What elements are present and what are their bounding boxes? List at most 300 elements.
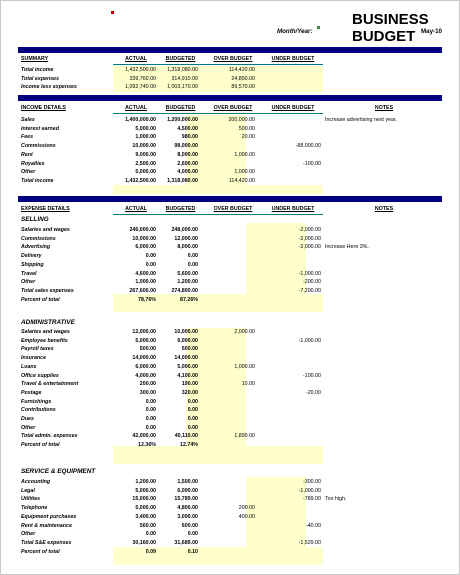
- table-row: [18, 513, 442, 522]
- actual-cell[interactable]: 4,600.00: [135, 270, 156, 277]
- actual-cell[interactable]: 9,000.00: [135, 151, 156, 158]
- budgeted-cell[interactable]: 1,200,000.00: [167, 117, 198, 123]
- over-budget-cell[interactable]: 114,420.00: [228, 177, 255, 184]
- actual-cell[interactable]: 5,000.00: [135, 505, 156, 512]
- budgeted-cell[interactable]: 31,689.00: [174, 539, 198, 546]
- over-budget-cell[interactable]: 114,420.00: [228, 67, 255, 73]
- under-budget-cell[interactable]: [263, 177, 321, 186]
- budgeted-cell[interactable]: 3,000.00: [177, 513, 198, 520]
- page-title: BUSINESS BUDGET: [352, 11, 429, 45]
- row-label: Total expenses: [21, 75, 60, 82]
- over-budget-cell[interactable]: [203, 389, 255, 398]
- notes-cell[interactable]: [323, 278, 443, 287]
- notes-cell[interactable]: [323, 415, 443, 424]
- over-budget-cell[interactable]: 200,000.00: [228, 117, 255, 123]
- budgeted-cell[interactable]: 5,600.00: [177, 270, 198, 277]
- actual-cell[interactable]: 10,000.00: [132, 235, 156, 242]
- row-label: Accounting: [21, 479, 51, 485]
- under-budget-cell[interactable]: [263, 380, 321, 389]
- table-row: [18, 380, 442, 389]
- red-cell-marker: [111, 11, 114, 14]
- notes-cell[interactable]: [323, 66, 443, 75]
- row-label: Telephone: [21, 505, 48, 512]
- under-budget-cell[interactable]: [263, 296, 321, 305]
- budgeted-cell[interactable]: 274,800.00: [171, 287, 198, 294]
- actual-cell[interactable]: 78.76%: [138, 296, 156, 303]
- actual-cell[interactable]: 1,432,500.00: [125, 177, 156, 184]
- over-budget-cell[interactable]: 1,000.00: [234, 363, 255, 370]
- actual-cell[interactable]: 30,160.00: [132, 539, 156, 546]
- budgeted-cell[interactable]: 40,110.00: [174, 433, 198, 440]
- table-row: [18, 487, 442, 496]
- over-budget-cell[interactable]: [203, 235, 255, 244]
- notes-cell[interactable]: [323, 226, 443, 235]
- under-budget-cell[interactable]: [263, 424, 321, 433]
- over-budget-cell[interactable]: 1,000.00: [234, 151, 255, 158]
- notes-cell[interactable]: [323, 389, 443, 398]
- notes-cell[interactable]: [323, 522, 443, 531]
- budgeted-cell[interactable]: 600.00: [181, 522, 198, 529]
- notes-cell[interactable]: [323, 83, 443, 92]
- row-label: Utilities: [21, 496, 41, 503]
- under-budget-cell[interactable]: [263, 83, 321, 92]
- actual-cell[interactable]: 5,000.00: [135, 487, 156, 494]
- month-year-input[interactable]: [317, 27, 401, 36]
- table-row: [18, 389, 442, 398]
- table-row: [18, 539, 442, 548]
- notes-cell[interactable]: Increase advertising next year.: [325, 117, 397, 123]
- table-row: [18, 398, 442, 407]
- over-budget-cell[interactable]: 2,000.00: [234, 329, 255, 335]
- actual-cell[interactable]: 15,000.00: [132, 496, 156, 503]
- under-budget-cell[interactable]: -88,000.00: [295, 143, 321, 150]
- row-label: Other: [21, 424, 36, 431]
- expense-header-row: [18, 205, 442, 214]
- notes-cell[interactable]: [323, 513, 443, 522]
- actual-cell[interactable]: 4,000.00: [135, 372, 156, 379]
- actual-cell[interactable]: 0.00: [145, 531, 156, 538]
- actual-column-header: ACTUAL: [125, 105, 147, 111]
- notes-cell[interactable]: Too high.: [325, 496, 347, 503]
- expense-header-underline: [113, 214, 323, 215]
- budgeted-cell[interactable]: 4,800.00: [177, 505, 198, 512]
- table-row: [18, 226, 442, 235]
- row-label: Equipment purchases: [21, 513, 77, 520]
- under-budget-cell[interactable]: [263, 133, 321, 142]
- notes-cell[interactable]: [323, 441, 443, 450]
- row-label: Contributions: [21, 407, 56, 414]
- budgeted-cell[interactable]: 5,000.00: [177, 363, 198, 370]
- under-budget-cell[interactable]: [263, 261, 321, 270]
- actual-cell[interactable]: 1,000.00: [135, 134, 156, 141]
- budgeted-cell[interactable]: 6,000.00: [177, 337, 198, 344]
- over-budget-cell[interactable]: [203, 160, 255, 169]
- actual-cell[interactable]: 5,000.00: [135, 125, 156, 132]
- actual-cell[interactable]: 339,760.00: [129, 75, 156, 82]
- table-row: [18, 168, 442, 177]
- under-budget-cell[interactable]: -2,000.00: [298, 244, 321, 251]
- over-budget-cell[interactable]: [203, 278, 255, 287]
- over-budget-cell[interactable]: [203, 548, 255, 557]
- under-budget-cell[interactable]: [263, 328, 321, 337]
- row-label: Furnishings: [21, 398, 52, 405]
- actual-cell[interactable]: 0.00: [145, 253, 156, 260]
- actual-cell[interactable]: 5,000.00: [135, 337, 156, 344]
- table-row: [18, 287, 442, 296]
- notes-cell[interactable]: [323, 345, 443, 354]
- budgeted-cell[interactable]: 0.00: [187, 261, 198, 268]
- subsection-heading: SELLING: [21, 216, 49, 223]
- budgeted-cell[interactable]: 98,000.00: [174, 143, 198, 150]
- over-budget-cell[interactable]: [203, 243, 255, 252]
- under-budget-cell[interactable]: [263, 116, 321, 125]
- notes-cell[interactable]: [323, 398, 443, 407]
- actual-cell[interactable]: 1,400,000.00: [125, 117, 156, 123]
- table-row: [18, 116, 442, 125]
- row-label: Fees: [21, 134, 34, 141]
- summary-header-row: [18, 55, 442, 64]
- over-budget-cell[interactable]: [203, 415, 255, 424]
- actual-cell[interactable]: 14,000.00: [132, 355, 156, 362]
- notes-cell[interactable]: [323, 133, 443, 142]
- over-budget-cell[interactable]: 89,570.00: [231, 84, 255, 91]
- row-label: Employee benefits: [21, 337, 68, 344]
- under-budget-cell[interactable]: -200.00: [303, 279, 321, 286]
- over-budget-cell[interactable]: 24,850.00: [231, 75, 255, 82]
- under-budget-cell[interactable]: [263, 513, 321, 522]
- row-label: Sales: [21, 117, 35, 123]
- budgeted-cell[interactable]: 1,500.00: [177, 479, 198, 485]
- actual-cell[interactable]: 0.00: [145, 416, 156, 422]
- under-budget-cell[interactable]: [263, 168, 321, 177]
- under-budget-cell[interactable]: -789.00: [303, 496, 321, 503]
- actual-cell[interactable]: 0.00: [145, 407, 156, 414]
- over-budget-cell[interactable]: [203, 354, 255, 363]
- row-label: Dues: [21, 416, 34, 422]
- notes-cell[interactable]: [323, 372, 443, 381]
- table-row: [18, 160, 442, 169]
- table-row: [18, 133, 442, 142]
- under-budget-cell[interactable]: -1,529.00: [298, 539, 321, 546]
- row-label: Interest earned: [21, 125, 59, 132]
- notes-cell[interactable]: [323, 287, 443, 296]
- actual-cell[interactable]: 1,432,500.00: [125, 67, 156, 73]
- table-row: [18, 270, 442, 279]
- actual-cell[interactable]: 42,000.00: [132, 433, 156, 440]
- row-label: Total sales expenses: [21, 287, 74, 294]
- notes-cell[interactable]: [323, 328, 443, 337]
- row-label: Commissions: [21, 235, 56, 242]
- over-budget-cell[interactable]: 500.00: [238, 125, 255, 132]
- row-label: Rent: [21, 151, 33, 158]
- actual-cell[interactable]: 3,400.00: [135, 513, 156, 520]
- under-budget-cell[interactable]: [263, 548, 321, 557]
- actual-cell[interactable]: 500.00: [139, 346, 156, 353]
- under-budget-cell[interactable]: [263, 252, 321, 261]
- over-budget-cell[interactable]: 400.00: [238, 513, 255, 520]
- notes-cell[interactable]: [323, 406, 443, 415]
- actual-cell[interactable]: 1,200.00: [135, 479, 156, 485]
- over-budget-cell[interactable]: [203, 226, 255, 235]
- under-budget-cell[interactable]: -7,200.00: [298, 287, 321, 294]
- table-row: [18, 441, 442, 450]
- over-budget-cell[interactable]: 1,000.00: [234, 169, 255, 176]
- row-label: Commissions: [21, 143, 56, 150]
- budgeted-cell[interactable]: 248,000.00: [171, 227, 198, 233]
- over-budget-cell[interactable]: [203, 522, 255, 531]
- budgeted-cell[interactable]: 190.00: [181, 381, 198, 388]
- over-budget-cell[interactable]: [203, 539, 255, 548]
- budgeted-cell[interactable]: 314,910.00: [171, 75, 198, 82]
- under-budget-cell[interactable]: [263, 345, 321, 354]
- over-budget-cell[interactable]: [203, 372, 255, 381]
- under-budget-cell[interactable]: -40.00: [305, 522, 321, 529]
- actual-cell[interactable]: 200.00: [139, 381, 156, 388]
- actual-cell[interactable]: 300.00: [139, 389, 156, 396]
- budgeted-cell[interactable]: 87.26%: [180, 296, 198, 303]
- budgeted-cell[interactable]: 14,000.00: [174, 355, 198, 362]
- under-budget-cell[interactable]: [263, 75, 321, 84]
- actual-cell[interactable]: 1,000.00: [135, 279, 156, 286]
- table-row: [18, 522, 442, 531]
- notes-cell[interactable]: Increase Here 3%.: [325, 244, 369, 251]
- budgeted-cell[interactable]: 0.00: [187, 416, 198, 422]
- table-row: [18, 278, 442, 287]
- over-budget-cell[interactable]: [203, 287, 255, 296]
- budgeted-cell[interactable]: 0.00: [187, 531, 198, 538]
- under-budget-cell[interactable]: -100.00: [303, 372, 321, 379]
- budgeted-cell[interactable]: 1,318,080.00: [167, 67, 198, 73]
- budgeted-cell[interactable]: 0.10: [187, 548, 198, 555]
- notes-cell[interactable]: [323, 337, 443, 346]
- notes-cell[interactable]: [323, 487, 443, 496]
- over-budget-cell[interactable]: [203, 406, 255, 415]
- actual-cell[interactable]: 6,000.00: [135, 363, 156, 370]
- notes-cell[interactable]: [323, 363, 443, 372]
- over-budget-cell[interactable]: [203, 495, 255, 504]
- actual-cell[interactable]: 0.09: [145, 548, 156, 555]
- table-row: [18, 252, 442, 261]
- actual-cell[interactable]: 246,000.00: [129, 227, 156, 233]
- under-budget-column-header: UNDER BUDGET: [271, 206, 315, 212]
- under-budget-cell[interactable]: -2,000.00: [298, 227, 321, 233]
- row-label: Total S&E expenses: [21, 539, 72, 546]
- row-label: Rent & maintenance: [21, 522, 72, 529]
- under-budget-cell[interactable]: -1,000.00: [298, 337, 321, 344]
- notes-cell[interactable]: [323, 478, 443, 487]
- budgeted-cell[interactable]: 12,000.00: [174, 235, 198, 242]
- over-budget-cell[interactable]: [203, 142, 255, 151]
- row-label: Other: [21, 169, 36, 176]
- table-row: [18, 432, 442, 441]
- budgeted-cell[interactable]: 4,100.00: [177, 372, 198, 379]
- notes-cell[interactable]: [323, 75, 443, 84]
- budgeted-cell[interactable]: 1,003,170.00: [167, 84, 198, 91]
- under-budget-cell[interactable]: [263, 66, 321, 75]
- row-label: Royalties: [21, 160, 45, 167]
- table-row: [18, 177, 442, 186]
- row-label: Salaries and wages: [21, 329, 70, 335]
- under-budget-column-header: UNDER BUDGET: [271, 105, 315, 111]
- income-total-bg: [113, 185, 323, 194]
- under-budget-cell[interactable]: -2,000.00: [298, 235, 321, 242]
- budgeted-cell[interactable]: 320.00: [181, 389, 198, 396]
- notes-cell[interactable]: [323, 432, 443, 441]
- over-budget-cell[interactable]: [203, 424, 255, 433]
- under-budget-cell[interactable]: [263, 441, 321, 450]
- under-budget-cell[interactable]: -20.00: [305, 389, 321, 396]
- over-budget-cell[interactable]: [203, 337, 255, 346]
- over-budget-cell[interactable]: [203, 261, 255, 270]
- subsection-heading: SERVICE & EQUIPMENT: [21, 468, 96, 475]
- budgeted-cell[interactable]: 15,789.00: [174, 496, 198, 503]
- over-budget-cell[interactable]: 200.00: [238, 505, 255, 512]
- budgeted-cell[interactable]: 2,600.00: [177, 160, 198, 167]
- actual-column-header: ACTUAL: [125, 206, 147, 212]
- under-budget-cell[interactable]: -1,000.00: [298, 270, 321, 277]
- actual-cell[interactable]: 12,000.00: [132, 329, 156, 335]
- budgeted-cell[interactable]: 0.00: [187, 253, 198, 260]
- table-row: [18, 243, 442, 252]
- notes-cell[interactable]: [323, 530, 443, 539]
- row-label: Income less expenses: [21, 84, 77, 91]
- notes-cell[interactable]: [323, 270, 443, 279]
- under-budget-cell[interactable]: [263, 363, 321, 372]
- under-budget-cell[interactable]: [263, 125, 321, 134]
- notes-cell[interactable]: [323, 151, 443, 160]
- budgeted-cell[interactable]: 10,000.00: [174, 329, 198, 335]
- notes-cell[interactable]: [323, 177, 443, 186]
- budgeted-cell[interactable]: 0.00: [187, 424, 198, 431]
- over-budget-cell[interactable]: [203, 398, 255, 407]
- over-budget-cell[interactable]: 20.00: [241, 134, 255, 141]
- budgeted-cell[interactable]: 12.74%: [180, 442, 198, 449]
- notes-cell[interactable]: [323, 548, 443, 557]
- subsection-row: [18, 467, 442, 476]
- over-budget-cell[interactable]: [203, 478, 255, 487]
- budgeted-cell[interactable]: 1,200.00: [177, 279, 198, 286]
- over-budget-column-header: OVER BUDGET: [213, 56, 253, 62]
- under-budget-cell[interactable]: [263, 406, 321, 415]
- notes-cell[interactable]: [323, 142, 443, 151]
- notes-cell[interactable]: [323, 160, 443, 169]
- under-budget-cell[interactable]: -100.00: [303, 160, 321, 167]
- actual-cell[interactable]: 267,600.00: [129, 287, 156, 294]
- row-label: Total admin. expenses: [21, 433, 78, 440]
- table-row: [18, 504, 442, 513]
- income-header-underline: [113, 113, 323, 114]
- budgeted-cell[interactable]: 4,000.00: [177, 169, 198, 176]
- table-row: [18, 345, 442, 354]
- budgeted-cell[interactable]: 980.00: [181, 134, 198, 141]
- budgeted-cell[interactable]: 500.00: [181, 346, 198, 353]
- over-budget-cell[interactable]: [203, 345, 255, 354]
- table-row: [18, 235, 442, 244]
- table-row: [18, 363, 442, 372]
- income-header-row: [18, 104, 442, 113]
- budgeted-cell[interactable]: 8,000.00: [177, 151, 198, 158]
- row-label: Advertising: [21, 244, 51, 251]
- under-budget-cell[interactable]: -1,000.00: [298, 487, 321, 494]
- table-row: [18, 151, 442, 160]
- row-label: Shipping: [21, 261, 44, 268]
- under-budget-cell[interactable]: [263, 151, 321, 160]
- notes-column-header: NOTES: [374, 206, 394, 212]
- notes-cell[interactable]: [323, 125, 443, 134]
- notes-cell[interactable]: [323, 261, 443, 270]
- section-heading: INCOME DETAILS: [21, 105, 66, 111]
- actual-cell[interactable]: 10,000.00: [132, 143, 156, 150]
- table-row: [18, 424, 442, 433]
- subsection-heading: ADMINISTRATIVE: [21, 319, 75, 326]
- month-year-value[interactable]: May-10: [421, 28, 442, 35]
- budgeted-cell[interactable]: 0.00: [187, 398, 198, 405]
- row-label: Delivery: [21, 253, 42, 260]
- actual-cell[interactable]: 0.00: [145, 261, 156, 268]
- row-label: Travel: [21, 270, 37, 277]
- actual-cell[interactable]: 560.00: [139, 522, 156, 529]
- notes-cell[interactable]: [323, 424, 443, 433]
- under-budget-cell[interactable]: [263, 432, 321, 441]
- subsection-row: [18, 318, 442, 327]
- table-row: [18, 142, 442, 151]
- green-cell-marker: [317, 26, 320, 29]
- over-budget-cell[interactable]: 10.00: [241, 381, 255, 388]
- under-budget-cell[interactable]: [263, 530, 321, 539]
- over-budget-cell[interactable]: [203, 441, 255, 450]
- actual-cell[interactable]: 6,000.00: [135, 244, 156, 251]
- over-budget-cell[interactable]: [203, 530, 255, 539]
- table-row: [18, 125, 442, 134]
- over-budget-cell[interactable]: [203, 252, 255, 261]
- over-budget-cell[interactable]: 1,890.00: [234, 433, 255, 440]
- row-label: Other: [21, 531, 36, 538]
- under-budget-cell[interactable]: [263, 354, 321, 363]
- row-label: Other: [21, 279, 36, 286]
- budgeted-column-header: BUDGETED: [165, 105, 196, 111]
- over-budget-cell[interactable]: [203, 270, 255, 279]
- actual-cell[interactable]: 0.00: [145, 424, 156, 431]
- actual-cell[interactable]: 0.00: [145, 398, 156, 405]
- under-budget-cell[interactable]: [263, 504, 321, 513]
- notes-cell[interactable]: [323, 168, 443, 177]
- notes-cell[interactable]: [323, 380, 443, 389]
- budgeted-cell[interactable]: 6,000.00: [177, 487, 198, 494]
- under-budget-cell[interactable]: -300.00: [303, 479, 321, 485]
- notes-cell[interactable]: [323, 504, 443, 513]
- actual-cell[interactable]: 5,000.00: [135, 169, 156, 176]
- notes-cell[interactable]: [323, 235, 443, 244]
- under-budget-cell[interactable]: [263, 398, 321, 407]
- budgeted-cell[interactable]: 8,000.00: [177, 244, 198, 251]
- notes-cell[interactable]: [323, 354, 443, 363]
- actual-cell[interactable]: 1,092,740.00: [125, 84, 156, 91]
- under-budget-cell[interactable]: [263, 415, 321, 424]
- actual-cell[interactable]: 2,500.00: [135, 160, 156, 167]
- budgeted-cell[interactable]: 1,318,080.00: [167, 177, 198, 184]
- budgeted-column-header: BUDGETED: [165, 206, 196, 212]
- actual-cell[interactable]: 12.36%: [138, 442, 156, 449]
- notes-cell[interactable]: [323, 539, 443, 548]
- notes-cell[interactable]: [323, 296, 443, 305]
- budgeted-cell[interactable]: 0.00: [187, 407, 198, 414]
- notes-cell[interactable]: [323, 252, 443, 261]
- over-budget-cell[interactable]: [203, 487, 255, 496]
- summary-header-underline: [113, 64, 323, 65]
- over-budget-column-header: OVER BUDGET: [213, 105, 253, 111]
- budgeted-cell[interactable]: 4,500.00: [177, 125, 198, 132]
- over-budget-cell[interactable]: [203, 296, 255, 305]
